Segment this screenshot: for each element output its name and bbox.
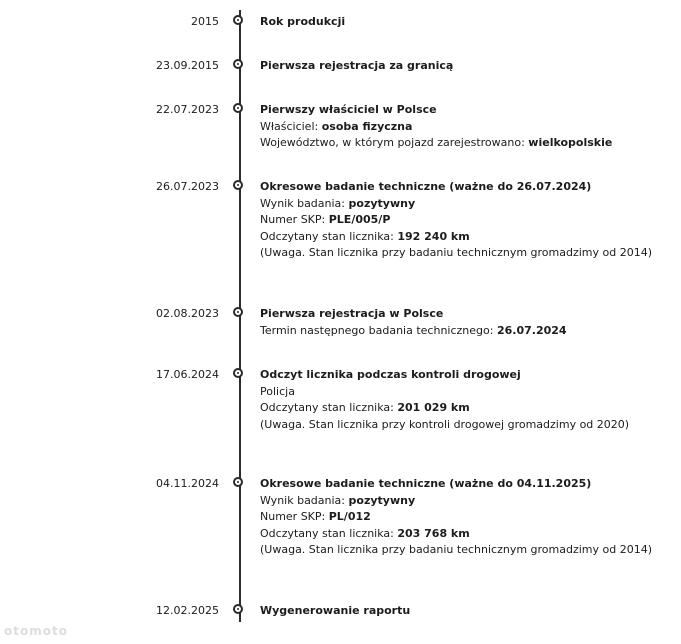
- entry-detail-line: [260, 245, 655, 262]
- detail-label: Numer SKP:: [260, 510, 329, 523]
- timeline-dot-icon: [233, 59, 243, 69]
- entry-date: 04.11.2024: [156, 477, 219, 490]
- entry-date: 26.07.2023: [156, 180, 219, 193]
- detail-label: Wynik badania:: [260, 196, 349, 210]
- entry-detail-line: [260, 526, 655, 543]
- entry-detail-line: [260, 509, 655, 526]
- timeline-dot-icon: [233, 103, 243, 113]
- entry-content: [260, 58, 655, 75]
- entry-title: Rok produkcji: [260, 15, 346, 28]
- entry-content: [260, 367, 655, 433]
- detail-label: Numer SKP:: [260, 213, 329, 226]
- detail-value: pozytywny: [348, 493, 416, 507]
- detail-value: osoba fizyczna: [321, 119, 413, 133]
- entry-title: Okresowe badanie techniczne (ważne do 26.07.2024): [260, 180, 592, 193]
- entry-title: Odczyt licznika podczas kontroli drogowej: [260, 368, 521, 381]
- timeline-dot-icon: [233, 15, 243, 25]
- entry-detail-line: [260, 323, 655, 340]
- detail-label: Termin następnego badania technicznego:: [260, 323, 497, 337]
- entry-content: [260, 102, 655, 152]
- entry-detail-line: [260, 135, 655, 152]
- entry-title: Wygenerowanie raportu: [260, 604, 411, 617]
- detail-value: 203 768 km: [397, 526, 470, 540]
- entry-detail-line: [260, 493, 655, 510]
- detail-value: PL/012: [328, 510, 371, 523]
- entry-content: [260, 306, 655, 339]
- detail-value: pozytywny: [348, 196, 416, 210]
- entry-content: [260, 476, 655, 559]
- entry-title: Okresowe badanie techniczne (ważne do 04.11.2025): [260, 477, 592, 490]
- entry-content: [260, 179, 655, 262]
- timeline-dot-icon: [233, 604, 243, 614]
- entry-title: Pierwsza rejestracja w Polsce: [260, 307, 444, 320]
- entry-date: 22.07.2023: [156, 103, 219, 116]
- detail-label: (Uwaga. Stan licznika przy badaniu technicznym gromadzimy od 2014): [260, 246, 653, 259]
- detail-label: Odczytany stan licznika:: [260, 526, 398, 540]
- timeline-dot-icon: [233, 307, 243, 317]
- entry-title: Pierwsza rejestracja za granicą: [260, 59, 454, 72]
- detail-label: Odczytany stan licznika:: [260, 229, 398, 243]
- timeline-dot-icon: [233, 180, 243, 190]
- entry-detail-line: [260, 229, 655, 246]
- entry-content: [260, 603, 655, 620]
- detail-label: (Uwaga. Stan licznika przy kontroli drogowej gromadzimy od 2020): [260, 417, 630, 431]
- entry-detail-line: [260, 212, 655, 229]
- entry-detail-line: [260, 384, 655, 401]
- entry-content: [260, 14, 655, 31]
- detail-value: 26.07.2024: [496, 323, 567, 337]
- entry-title: Pierwszy właściciel w Polsce: [260, 103, 437, 116]
- detail-label: Właściciel:: [260, 119, 322, 133]
- detail-label: Policja: [260, 384, 295, 398]
- detail-label: Wynik badania:: [260, 493, 349, 507]
- entry-date: 17.06.2024: [156, 368, 219, 381]
- entry-detail-line: [260, 119, 655, 136]
- detail-value: 192 240 km: [397, 229, 470, 243]
- entry-detail-line: [260, 400, 655, 417]
- entry-date: 23.09.2015: [156, 59, 219, 72]
- detail-label: (Uwaga. Stan licznika przy badaniu technicznym gromadzimy od 2014): [260, 543, 653, 556]
- entry-date: 12.02.2025: [156, 604, 219, 617]
- timeline-dot-icon: [233, 368, 243, 378]
- detail-value: 201 029 km: [397, 401, 470, 414]
- detail-label: Odczytany stan licznika:: [260, 401, 398, 414]
- detail-label: Województwo, w którym pojazd zarejestrowano:: [260, 136, 529, 149]
- detail-value: wielkopolskie: [528, 136, 613, 149]
- entry-detail-line: [260, 542, 655, 559]
- timeline-dot-icon: [233, 477, 243, 487]
- entry-detail-line: [260, 196, 655, 213]
- entry-detail-line: [260, 417, 655, 434]
- watermark: otomoto: [4, 624, 68, 638]
- entry-date: 2015: [191, 15, 219, 28]
- detail-value: PLE/005/P: [328, 213, 391, 226]
- entry-date: 02.08.2023: [156, 307, 219, 320]
